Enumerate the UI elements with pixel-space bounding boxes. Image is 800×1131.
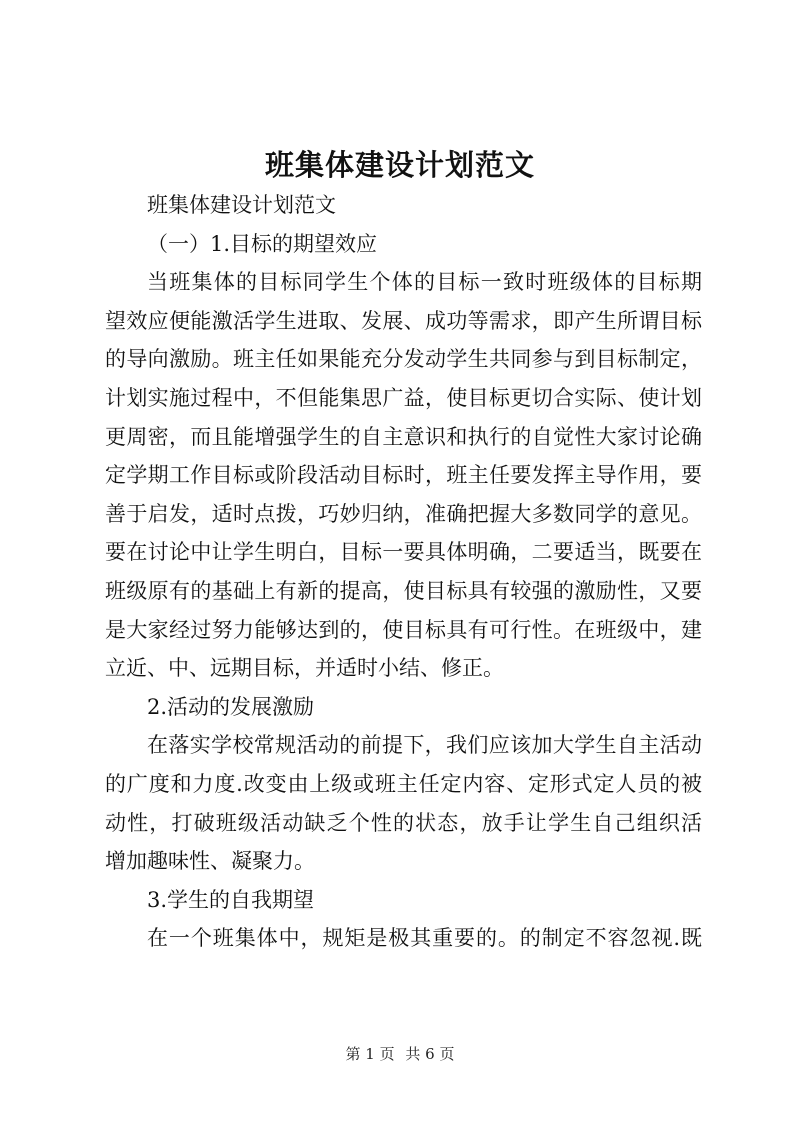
- text-line: 善于启发，适时点拨，巧妙归纳，准确把握大多数同学的意见。: [105, 501, 702, 526]
- text-line: 的导向激励。班主任如果能充分发动学生共同参与到目标制定，: [105, 347, 702, 372]
- text-line: 3.学生的自我期望: [147, 887, 315, 912]
- text-line: 动性，打破班级活动缺乏个性的状态，放手让学生自己组织活: [105, 810, 702, 835]
- document-title: 班集体建设计划范文: [264, 148, 535, 182]
- text-line: 在落实学校常规活动的前提下，我们应该加大学生自主活动: [147, 733, 702, 758]
- text-line: 是大家经过努力能够达到的，使目标具有可行性。在班级中，建: [105, 617, 702, 642]
- text-line: 要在讨论中让学生明白，目标一要具体明确，二要适当，既要在: [105, 540, 702, 565]
- text-line: 望效应便能激活学生进取、发展、成功等需求，即产生所谓目标: [105, 308, 702, 333]
- text-line: 班集体建设计划范文: [147, 193, 336, 217]
- text-line: 当班集体的目标同学生个体的目标一致时班级体的目标期: [147, 270, 702, 295]
- text-line: 立近、中、远期目标，并适时小结、修正。: [105, 656, 504, 681]
- text-line: 增加趣味性、凝聚力。: [105, 849, 315, 874]
- text-line: （一）1.目标的期望效应: [147, 231, 378, 256]
- text-line: 计划实施过程中，不但能集思广益，使目标更切合实际、使计划: [105, 385, 702, 410]
- page-footer: [0, 1043, 800, 1064]
- text-line: 更周密，而且能增强学生的自主意识和执行的自觉性大家讨论确: [105, 424, 702, 449]
- text-line: 2.活动的发展激励: [147, 694, 315, 719]
- document-body: [105, 186, 702, 958]
- page-total: 共 6 页: [405, 1045, 455, 1063]
- page-number: 第 1 页: [345, 1045, 395, 1063]
- text-line: 定学期工作目标或阶段活动目标时，班主任要发挥主导作用，要: [105, 463, 702, 488]
- text-line: 班级原有的基础上有新的提高，使目标具有较强的激励性，又要: [105, 578, 702, 603]
- text-line: 的广度和力度.改变由上级或班主任定内容、定形式定人员的被: [105, 771, 702, 796]
- text-line: 在一个班集体中，规矩是极其重要的。的制定不容忽视.既: [147, 926, 702, 951]
